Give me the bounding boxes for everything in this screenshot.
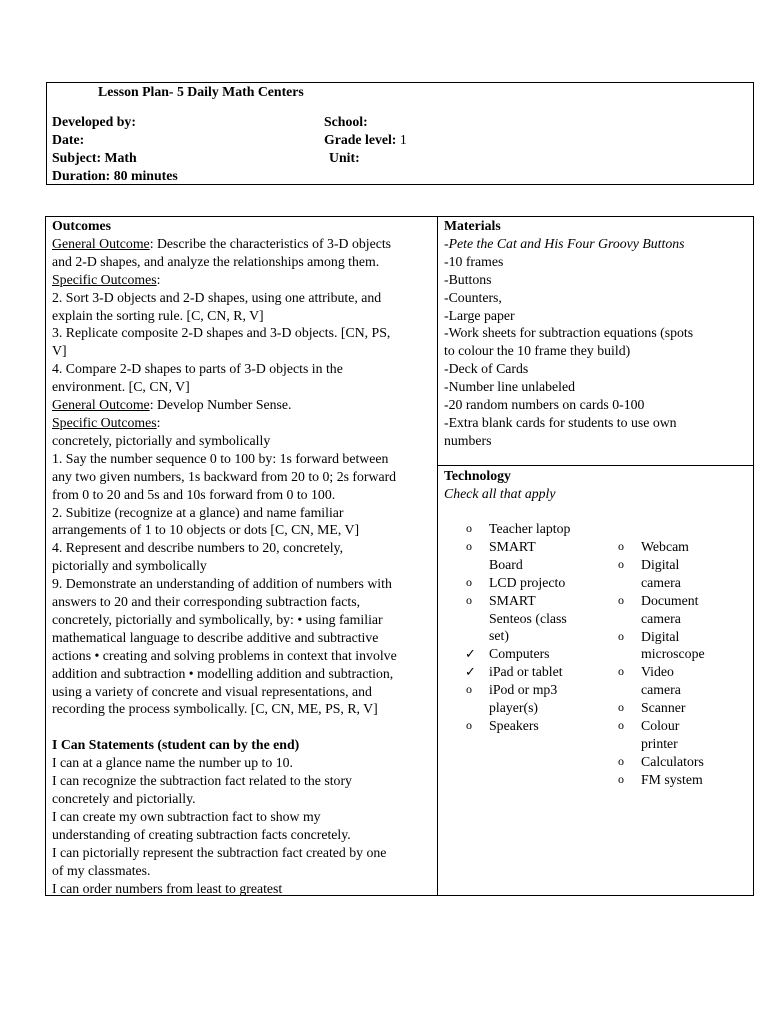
technology-option-label: Board [489,556,523,572]
technology-option[interactable] [444,592,570,646]
outcome-line [52,700,397,718]
outcome-line [52,396,397,414]
row-divider [437,465,754,466]
material-item: numbers [444,432,492,448]
i-can-heading: I Can Statements (student can by the end) [52,737,300,753]
bullet-icon: o [618,700,624,715]
outcomes-heading: Outcomes [52,218,112,233]
technology-list-left [444,520,570,735]
bullet-icon: o [466,574,472,589]
checkmark-icon: ✓ [465,664,476,680]
outcome-text: from 0 to 20 and 5s and 10s forward from 0 to 100. [52,486,336,502]
technology-option-label: SMART [489,538,536,554]
technology-list-right [596,538,705,789]
i-can-line: of my classmates. [52,862,151,878]
material-item: -Deck of Cards [444,361,529,377]
technology-option-label: Digital [641,556,680,572]
spacer [52,718,397,736]
outcome-line [52,557,397,575]
outcome-line [52,468,397,486]
technology-option-label: LCD projecto [489,574,566,590]
outcome-text: recording the process symbolically. [C, CN, ME, PS, R, V] [52,701,378,717]
outcome-line [52,253,397,271]
material-item: -Number line unlabeled [444,379,576,395]
outcome-text: 3. Replicate composite 2-D shapes and 3-D objects. [CN, PS, [52,325,391,341]
bullet-icon: o [618,753,624,768]
outcome-text: : [156,271,161,287]
technology-option-label: iPod or mp3 [489,682,558,698]
technology-option[interactable] [596,699,705,717]
material-item: -10 frames [444,253,504,269]
i-can-line: I can order numbers from least to greatest [52,880,283,896]
lesson-plan-title: Lesson Plan- 5 Daily Math Centers [98,84,304,99]
outcome-line [52,342,397,360]
technology-option-label: iPad or tablet [489,664,563,680]
material-item: -Extra blank cards for students to use own [444,414,677,430]
bullet-icon: o [618,592,624,607]
technology-option-label: Computers [489,646,550,662]
material-item: -Work sheets for subtraction equations (spots [444,325,694,341]
i-can-line: concretely and pictorially. [52,791,196,807]
outcome-text: 2. Sort 3-D objects and 2-D shapes, using one attribute, and [52,289,382,305]
technology-option-label: microscope [641,646,705,662]
technology-option[interactable] [596,717,705,753]
outcome-line [52,289,397,307]
technology-option[interactable] [596,753,705,771]
technology-option-label: player(s) [489,700,539,716]
grade-level [324,131,407,149]
technology-option[interactable] [444,520,570,538]
outcome-line [52,593,397,611]
bullet-icon: o [618,556,624,571]
bullet-icon: o [466,521,472,535]
duration-label: Duration: 80 minutes [52,168,178,183]
technology-option-label: Video [641,664,674,680]
outcome-text: actions • creating and solving problems in context that involve [52,647,397,663]
outcome-text: V] [52,343,67,359]
outcome-line [52,611,397,629]
outcome-text: 1. Say the number sequence 0 to 100 by: 1s forward between [52,450,389,466]
date-label: Date: [52,132,85,147]
technology-option-label: printer [641,735,678,751]
technology-option-label: camera [641,610,681,626]
technology-option-label: FM system [641,771,703,787]
technology-option-label: Webcam [641,539,689,554]
outcome-text: and 2-D shapes, and analyze the relationships among them. [52,253,380,269]
outcomes-column [52,217,397,898]
outcome-text: pictorially and symbolically [52,558,207,574]
i-can-line: I can pictorially represent the subtraction fact created by one [52,844,387,860]
materials-heading: Materials [444,218,501,233]
unit-label: Unit: [329,150,360,165]
outcome-line [52,665,397,683]
outcome-text: using a variety of concrete and visual representations, and [52,683,372,699]
outcome-text: 9. Demonstrate an understanding of addition of numbers with [52,576,392,592]
outcome-line [52,378,397,396]
outcome-text: 2. Subitize (recognize at a glance) and name familiar [52,504,344,520]
technology-option[interactable] [444,574,570,592]
outcome-line [52,414,397,432]
bullet-icon: o [618,628,624,643]
outcome-text: : Describe the characteristics of 3-D objects [149,235,392,251]
outcome-line [52,683,397,701]
checkmark-icon: ✓ [465,646,476,662]
technology-option-label: camera [641,574,681,590]
technology-option-label: Digital [641,628,680,644]
grade-level-label: Grade level: [324,132,397,147]
outcome-line [52,486,397,504]
technology-option[interactable] [444,645,570,663]
technology-option-label: Calculators [641,753,704,769]
technology-option[interactable] [596,538,705,556]
outcome-category: General Outcome [52,235,150,251]
i-can-lines [52,754,397,897]
i-can-line: I can at a glance name the number up to 10. [52,755,293,771]
outcome-line [52,504,397,522]
outcome-line [52,307,397,325]
school-label: School: [324,114,368,129]
technology-option[interactable] [444,717,570,735]
technology-option-label: Scanner [641,700,686,716]
bullet-icon: o [466,682,472,697]
outcome-category: Specific Outcomes [52,414,157,430]
technology-option[interactable] [596,771,705,789]
outcome-text: mathematical language to describe additive and subtractive [52,629,379,645]
outcome-line [52,539,397,557]
technology-option[interactable] [444,681,570,717]
material-lines [444,235,693,450]
material-item: -Counters, [444,289,502,305]
outcome-lines [52,235,397,718]
outcome-line [52,235,397,253]
technology-option-label: SMART [489,592,536,608]
technology-option-label: Colour [641,718,680,734]
material-item: -Buttons [444,271,492,287]
outcome-text: : [156,414,161,430]
technology-option[interactable] [596,592,705,628]
outcome-line [52,647,397,665]
outcome-text: concretely, pictorially and symbolically, by: • using familiar [52,611,383,627]
technology-option[interactable] [444,538,570,574]
technology-option[interactable] [596,556,705,592]
outcome-text: : Develop Number Sense. [149,397,292,413]
outcome-line [52,450,397,468]
column-divider [437,216,438,896]
outcome-line [52,575,397,593]
technology-section [444,467,556,503]
outcome-line [52,629,397,647]
technology-option-label: Document [641,592,699,608]
bullet-icon: o [466,592,472,607]
technology-option-label: Teacher laptop [489,521,571,536]
bullet-icon: o [618,718,624,733]
bullet-icon: o [466,538,472,553]
subject-label: Subject: Math [52,150,137,165]
technology-heading: Technology [444,468,511,483]
material-item: -Pete the Cat and His Four Groovy Buttons [444,235,685,251]
outcome-text: any two given numbers, 1s backward from 20 to 0; 2s forward [52,468,397,484]
outcome-category: Specific Outcomes [52,271,157,287]
outcome-text: addition and subtraction • modelling addition and subtraction, [52,665,394,681]
outcome-text: 4. Represent and describe numbers to 20, concretely, [52,540,344,556]
technology-subheading: Check all that apply [444,485,556,501]
outcome-text: arrangements of 1 to 10 objects or dots [C, CN, ME, V] [52,522,360,538]
technology-option[interactable] [596,628,705,664]
i-can-line: understanding of creating subtraction facts concretely. [52,826,351,842]
technology-option-label: set) [489,628,509,644]
outcome-text: environment. [C, CN, V] [52,379,190,395]
grade-level-value: 1 [396,132,407,147]
material-item: -20 random numbers on cards 0-100 [444,397,645,413]
outcome-line [52,324,397,342]
developed-by-label: Developed by: [52,114,136,129]
material-item: to colour the 10 frame they build) [444,343,631,359]
materials-column [444,217,693,450]
outcome-line [52,271,397,289]
bullet-icon: o [618,664,624,679]
technology-option[interactable] [444,663,570,681]
technology-option-label: Speakers [489,717,539,733]
technology-option-label: Senteos (class [489,610,567,626]
outcome-category: General Outcome [52,397,150,413]
bullet-icon: o [466,717,472,732]
bullet-icon: o [618,539,624,553]
i-can-line: I can recognize the subtraction fact related to the story [52,773,352,789]
outcome-text: 4. Compare 2-D shapes to parts of 3-D objects in the [52,361,343,377]
bullet-icon: o [618,771,624,786]
technology-option-label: camera [641,682,681,698]
outcome-text: concretely, pictorially and symbolically [52,432,271,448]
material-item: -Large paper [444,307,515,323]
outcome-text: explain the sorting rule. [C, CN, R, V] [52,307,264,323]
outcome-text: answers to 20 and their corresponding subtraction facts, [52,594,361,610]
outcome-line [52,360,397,378]
outcome-line [52,432,397,450]
technology-option[interactable] [596,663,705,699]
outcome-line [52,521,397,539]
i-can-line: I can create my own subtraction fact to show my [52,809,321,824]
